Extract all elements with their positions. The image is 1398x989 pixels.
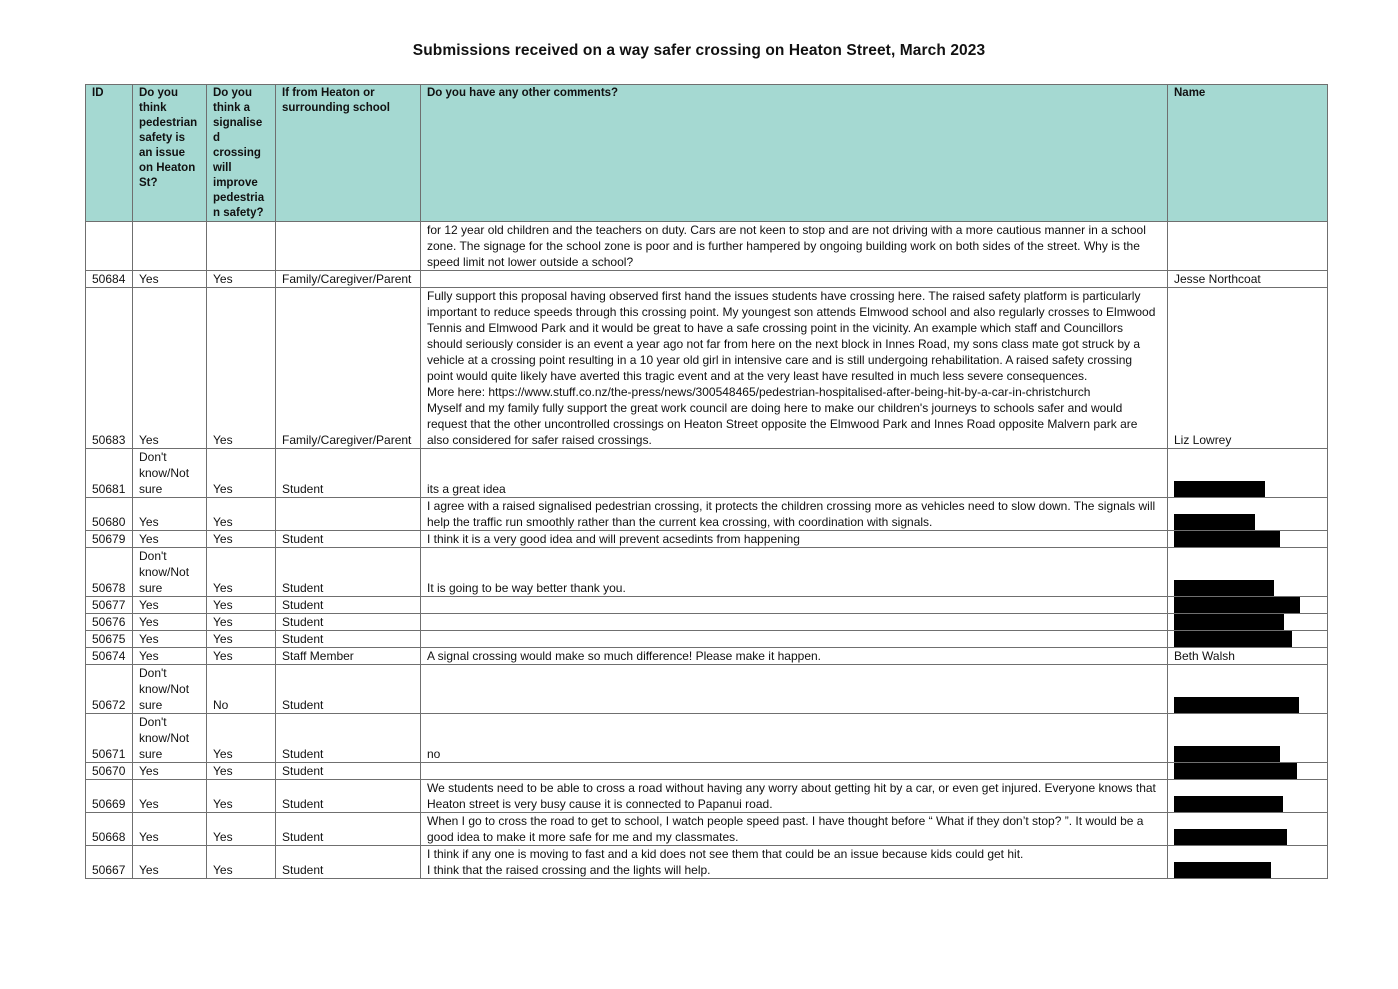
cell-school: Student [276,531,421,548]
table-row [86,846,1328,879]
header-school: If from Heaton or surrounding school [276,85,421,222]
cell-name [1168,597,1328,614]
cell-id: 50679 [86,531,133,548]
cell-comment: Fully support this proposal having observed first hand the issues students have crossing here. The raised safety platform is particularly important to reduce speeds through this crossing point. My youngest son attends Elmwood school and also regularly crosses to Elmwood Tennis and Elmwood Park and it would be great to have a safe crossing point in the vicinity. An example which staff and Councillors should seriously consider is an event a year ago not far from here on the next block in Innes Road, my sons class mate got struck by a vehicle at a crossing point resulting in a 10 year old girl in intensive care and is still undergoing rehabilitation. A raised safety crossing point would quite likely have averted this tragic event and at the very least have resulted in much less severe consequences. More here: https://www.stuff.co.nz/the-press/news/300548465/pedestrian-hospitalised-after-being-hit-by-a-car-in-christchurch Myself and my family fully support the great work council are doing here to make our children's journeys to schools safer and would request that the other uncontrolled crossings on Heaton Street opposite the Elmwood Park and Innes Road opposite Malvern park are also considered for safer raised crossings. [421,288,1168,449]
cell-name [1168,846,1328,879]
cell-comment: for 12 year old children and the teachers on duty. Cars are not keen to stop and are not driving with a more cautious manner in a school zone. The signage for the school zone is poor and is further hampered by ongoing building work on both sides of the street. Why is the speed limit not lower outside a school? [421,222,1168,271]
cell-id: 50672 [86,665,133,714]
cell-comment [421,763,1168,780]
cell-signalised: Yes [207,813,276,846]
cell-id: 50674 [86,648,133,665]
cell-school: Family/Caregiver/Parent [276,288,421,449]
cell-id: 50669 [86,780,133,813]
cell-school [276,222,421,271]
cell-safety-issue: Yes [133,498,207,531]
cell-id: 50667 [86,846,133,879]
cell-safety-issue: Yes [133,597,207,614]
table-row [86,631,1328,648]
cell-id: 50678 [86,548,133,597]
redaction-bar [1174,614,1284,630]
header-signalised-improve: Do you think a signalised crossing will improve pedestrian safety? [207,85,276,222]
cell-safety-issue: Yes [133,614,207,631]
cell-comment: We students need to be able to cross a road without having any worry about getting hit by a car, or even get injured. Everyone knows that Heaton street is very busy cause it is connected to Papanui road. [421,780,1168,813]
header-safety-issue: Do you think pedestrian safety is an issue on Heaton St? [133,85,207,222]
cell-comment [421,665,1168,714]
cell-signalised: No [207,665,276,714]
cell-name [1168,813,1328,846]
table-row [86,548,1328,597]
cell-signalised: Yes [207,614,276,631]
table-header-row [86,85,1328,222]
header-name: Name [1168,85,1328,222]
page-title: Submissions received on a way safer crossing on Heaton Street, March 2023 [412,42,986,59]
cell-signalised: Yes [207,597,276,614]
redaction-bar [1174,481,1265,497]
cell-name [1168,631,1328,648]
cell-comment: no [421,714,1168,763]
cell-school: Student [276,597,421,614]
cell-signalised: Yes [207,648,276,665]
cell-safety-issue: Yes [133,763,207,780]
cell-comment [421,631,1168,648]
table-row [86,780,1328,813]
cell-school: Student [276,846,421,879]
redaction-bar [1174,531,1280,547]
cell-comment [421,271,1168,288]
cell-safety-issue: Don't know/Not sure [133,449,207,498]
cell-signalised: Yes [207,531,276,548]
cell-safety-issue: Yes [133,271,207,288]
table-row [86,531,1328,548]
redaction-bar [1174,597,1300,613]
redaction-bar [1174,746,1280,762]
cell-id: 50675 [86,631,133,648]
cell-name [1168,222,1328,271]
cell-school: Student [276,449,421,498]
redaction-bar [1174,580,1274,596]
cell-school: Student [276,548,421,597]
cell-name: Jesse Northcoat [1168,271,1328,288]
cell-safety-issue: Yes [133,631,207,648]
cell-signalised: Yes [207,714,276,763]
table-row [86,665,1328,714]
table-row [86,597,1328,614]
cell-safety-issue [133,222,207,271]
cell-id: 50681 [86,449,133,498]
cell-name [1168,498,1328,531]
cell-comment: I think if any one is moving to fast and a kid does not see them that could be an issue because kids could get hit. I think that the raised crossing and the lights will help. [421,846,1168,879]
cell-school: Student [276,714,421,763]
cell-signalised: Yes [207,288,276,449]
cell-safety-issue: Don't know/Not sure [133,665,207,714]
redaction-bar [1174,514,1255,530]
cell-comment: its a great idea [421,449,1168,498]
cell-signalised: Yes [207,498,276,531]
cell-signalised: Yes [207,271,276,288]
cell-id: 50676 [86,614,133,631]
cell-school: Student [276,631,421,648]
cell-safety-issue: Yes [133,846,207,879]
submissions-table [85,84,1328,879]
table-row [86,449,1328,498]
table-row [86,648,1328,665]
cell-comment: A signal crossing would make so much difference! Please make it happen. [421,648,1168,665]
cell-safety-issue: Don't know/Not sure [133,548,207,597]
cell-id: 50680 [86,498,133,531]
cell-safety-issue: Yes [133,648,207,665]
cell-school: Family/Caregiver/Parent [276,271,421,288]
cell-signalised: Yes [207,548,276,597]
redaction-bar [1174,697,1299,713]
cell-comment: I agree with a raised signalised pedestrian crossing, it protects the children crossing more as vehicles need to slow down. The signals will help the traffic run smoothly rather than the current kea crossing, with coordination with signals. [421,498,1168,531]
table-row [86,498,1328,531]
redaction-bar [1174,631,1292,647]
cell-name [1168,548,1328,597]
cell-name [1168,780,1328,813]
table-row [86,288,1328,449]
cell-id: 50677 [86,597,133,614]
cell-signalised: Yes [207,631,276,648]
table-body [86,222,1328,879]
redaction-bar [1174,796,1283,812]
cell-name [1168,614,1328,631]
table-row [86,614,1328,631]
cell-comment [421,614,1168,631]
cell-name [1168,665,1328,714]
redaction-bar [1174,829,1287,845]
cell-name [1168,531,1328,548]
cell-id [86,222,133,271]
cell-school: Student [276,780,421,813]
redaction-bar [1174,862,1271,878]
cell-school [276,498,421,531]
cell-name [1168,449,1328,498]
cell-id: 50684 [86,271,133,288]
cell-comment: When I go to cross the road to get to school, I watch people speed past. I have thought before “ What if they don’t stop? ”. It would be a good idea to make it more safe for me and my classmates. [421,813,1168,846]
table-row [86,714,1328,763]
cell-school: Student [276,813,421,846]
cell-name: Beth Walsh [1168,648,1328,665]
cell-name [1168,714,1328,763]
table-row [86,271,1328,288]
cell-name [1168,763,1328,780]
cell-safety-issue: Yes [133,531,207,548]
cell-signalised: Yes [207,846,276,879]
header-comments: Do you have any other comments? [421,85,1168,222]
redaction-bar [1174,763,1297,779]
table-row [86,763,1328,780]
cell-school: Student [276,665,421,714]
cell-signalised: Yes [207,449,276,498]
cell-signalised: Yes [207,780,276,813]
cell-school: Student [276,614,421,631]
cell-id: 50670 [86,763,133,780]
cell-school: Student [276,763,421,780]
cell-comment [421,597,1168,614]
cell-name: Liz Lowrey [1168,288,1328,449]
cell-id: 50668 [86,813,133,846]
cell-safety-issue: Yes [133,780,207,813]
table-row [86,222,1328,271]
cell-id: 50671 [86,714,133,763]
cell-signalised: Yes [207,763,276,780]
cell-school: Staff Member [276,648,421,665]
cell-safety-issue: Don't know/Not sure [133,714,207,763]
cell-id: 50683 [86,288,133,449]
header-id: ID [86,85,133,222]
cell-comment: It is going to be way better thank you. [421,548,1168,597]
cell-signalised [207,222,276,271]
cell-safety-issue: Yes [133,813,207,846]
cell-safety-issue: Yes [133,288,207,449]
cell-comment: I think it is a very good idea and will prevent acsedints from happening [421,531,1168,548]
table-row [86,813,1328,846]
